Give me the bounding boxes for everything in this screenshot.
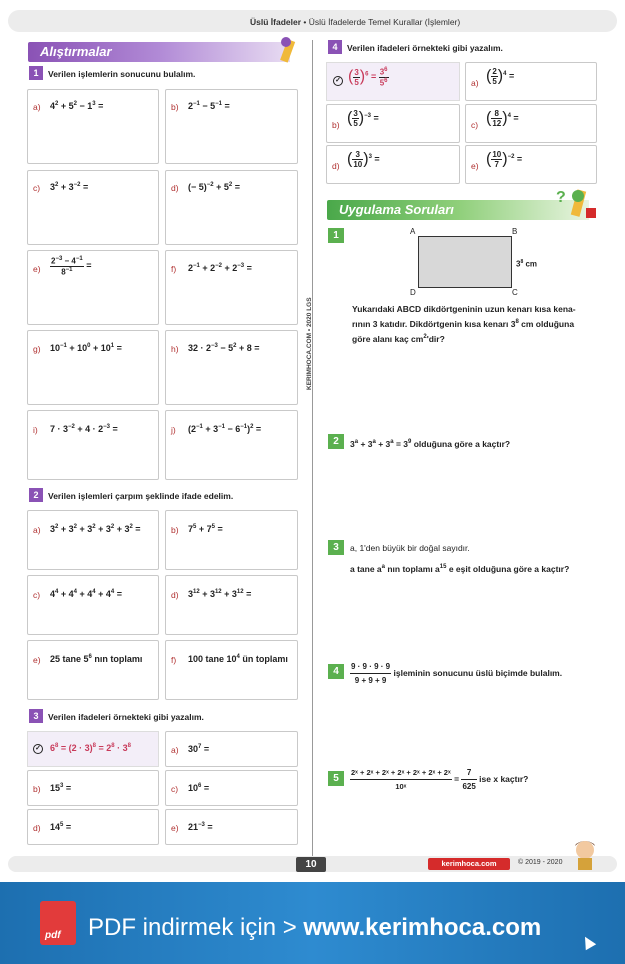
p4-number: 4 <box>328 664 344 679</box>
q4-example-expr: ( $\frac{3}{5}$ )$^6$ = $\frac{3^6}{5^6}$ <box>348 67 388 88</box>
q4d-label: d) <box>332 161 340 171</box>
q1e-label: e) <box>33 264 41 274</box>
corner-a: A <box>410 227 416 236</box>
exercises-banner: Alıştırmalar <box>28 42 290 62</box>
p1-text: Yukarıdaki ABCD dikdörtgeninin uzun kenarı kısa kena- rının 3 katıdır. Dikdörtgenin kısa kenarı $3^8$ cm olduğuna göre alanı kaç $cm^2'dir$? <box>352 304 576 344</box>
q2a-label: a) <box>33 525 41 535</box>
q3a-label: a) <box>171 745 179 755</box>
q2d-box <box>165 575 298 635</box>
q1b-label: b) <box>171 102 179 112</box>
q2d-label: d) <box>171 590 179 600</box>
q3d-expr: $14^5$ = <box>50 822 72 832</box>
column-divider <box>312 40 313 860</box>
check-icon: ✓ <box>33 744 43 754</box>
q3a-expr: $30^7$ = <box>188 744 210 754</box>
q3-example-expr: $6^8 = (2 \cdot 3)^8 = 2^8 \cdot 3^8$ <box>50 743 131 753</box>
q1b-expr: $2^{-1} - 5^{-1}$ = <box>188 101 230 111</box>
svg-text:?: ? <box>556 189 566 206</box>
mascot-question-icon <box>556 186 598 222</box>
q4b-label: b) <box>332 120 340 130</box>
teacher-mascot-icon <box>570 838 600 872</box>
q1e-box <box>27 250 159 325</box>
q1a-label: a) <box>33 102 41 112</box>
q3c-box <box>165 770 298 806</box>
q3b-label: b) <box>33 784 41 794</box>
q2-title: Verilen işlemleri çarpım şeklinde ifade edelim. <box>48 491 234 501</box>
q1c-expr: $3^2 + 3^{-2}$ = <box>50 182 89 192</box>
p5-text: $\frac{\text{2ˣ + 2ˣ + 2ˣ + 2ˣ + 2ˣ + 2ˣ + 2ˣ}}{\text{10ˣ}}$ = $\frac{7}{625}$ ise x kaçtır? <box>351 768 529 791</box>
q3e-expr: $21^{-3}$ = <box>188 822 213 832</box>
q2f-label: f) <box>171 655 177 665</box>
q3b-expr: $15^3$ = <box>50 783 72 793</box>
q4a-box <box>465 62 597 101</box>
q1d-expr: (− $5)^{-2} + 5^2$ = <box>188 182 240 192</box>
q3e-box <box>165 809 298 845</box>
q2e-expr: 25 tane $5^6$ nın toplamı <box>50 654 143 664</box>
q2b-box <box>165 510 298 570</box>
q4a-expr: ( $\frac{2}{5}$ )$^4$ = <box>486 67 515 86</box>
download-text[interactable]: PDF indirmek için > www.kerimhoca.com <box>88 914 542 941</box>
q4a-label: a) <box>471 78 479 88</box>
q1g-expr: $10^{-1} + 10^0 + 10^1$ = <box>50 343 122 353</box>
q4-number: 4 <box>328 40 342 54</box>
q3c-label: c) <box>171 784 179 794</box>
copyright: © 2019 - 2020 <box>518 859 563 866</box>
q2e-label: e) <box>33 655 41 665</box>
q2c-expr: $4^4 + 4^4 + 4^4 + 4^4$ = <box>50 589 122 599</box>
check-icon: ✓ <box>333 76 343 86</box>
q4c-box <box>465 104 597 143</box>
corner-d: D <box>410 288 416 297</box>
q4d-expr: ( $\frac{3}{10}$ )$^3$ = <box>347 150 380 169</box>
p4-text: $\frac{9 \cdot 9 \cdot 9 \cdot 9}{9 + 9 + 9}$ işleminin sonucunu üslü biçimde bulalım. <box>351 662 563 685</box>
q2b-label: b) <box>171 525 179 535</box>
q2f-box <box>165 640 298 700</box>
corner-b: B <box>512 227 518 236</box>
q1-title: Verilen işlemlerin sonucunu bulalım. <box>48 69 196 79</box>
q4e-box <box>465 145 597 184</box>
p3-text: a, 1'den büyük bir doğal sayıdır. a tane $a^a$ nın toplamı $a^{15}$ e eşit olduğuna göre a kaçtır? <box>350 543 570 574</box>
q4e-label: e) <box>471 161 479 171</box>
q2-number: 2 <box>29 488 43 502</box>
q1h-label: h) <box>171 344 179 354</box>
q1c-box <box>27 170 159 245</box>
q4-title: Verilen ifadeleri örnekteki gibi yazalım. <box>347 43 503 53</box>
q1i-expr: $7 \cdot 3^{-2} + 4 \cdot 2^{-3}$ = <box>50 424 118 434</box>
q1g-box <box>27 330 159 405</box>
corner-c: C <box>512 288 518 297</box>
q3e-label: e) <box>171 823 179 833</box>
q1f-box <box>165 250 298 325</box>
q4e-expr: ( $\frac{10}{7}$ )$^{-2}$ = <box>486 150 523 169</box>
q3a-box <box>165 731 298 767</box>
q1-number: 1 <box>29 66 43 80</box>
q1h-expr: $32 \cdot 2^{-3} - 5^2 + 8$ = <box>188 343 260 353</box>
q1h-box <box>165 330 298 405</box>
q1c-label: c) <box>33 183 41 193</box>
q4c-label: c) <box>471 120 479 130</box>
q2b-expr: $7^5 + 7^5$ = <box>188 524 223 534</box>
side-watermark: KERIMHOCA.COM • 2020 LGS <box>306 297 313 390</box>
q2f-expr: 100 tane $10^4$ ün toplamı <box>188 654 288 664</box>
brand-badge[interactable]: kerimhoca.com <box>428 858 510 870</box>
q3d-box <box>27 809 159 845</box>
q1j-box <box>165 410 298 480</box>
q2a-expr: $3^2 + 3^2 + 3^2 + 3^2 + 3^2$ = <box>50 524 141 534</box>
p2-text: $3^a + 3^a + 3^a = 3^9$ olduğuna göre a kaçtır? <box>350 438 511 449</box>
q3-number: 3 <box>29 709 43 723</box>
pdf-file-icon: pdf <box>40 901 76 945</box>
q2d-expr: $3^{12} + 3^{12} + 3^{12}$ = <box>188 589 252 599</box>
q1i-box <box>27 410 159 480</box>
q1b-box <box>165 89 298 164</box>
p5-number: 5 <box>328 771 344 786</box>
page-number: 10 <box>296 857 326 872</box>
q1a-expr: $4^2 + 5^2 - 1^3$ = <box>50 101 104 111</box>
q2e-box <box>27 640 159 700</box>
applications-banner: Uygulama Soruları <box>327 200 589 220</box>
pencil-mascot-icon <box>276 34 298 66</box>
q3-title: Verilen ifadeleri örnekteki gibi yazalım. <box>48 712 204 722</box>
q1f-expr: $2^{-1} + 2^{-2} + 2^{-3}$ = <box>188 263 252 273</box>
rectangle-abcd <box>418 236 512 288</box>
q2c-label: c) <box>33 590 41 600</box>
q1d-label: d) <box>171 183 179 193</box>
q2c-box <box>27 575 159 635</box>
q3d-label: d) <box>33 823 41 833</box>
side-length-label: $3^8$ cm <box>516 259 538 269</box>
q1g-label: g) <box>33 344 41 354</box>
q4c-expr: ( $\frac{8}{12}$ )$^4$ = <box>486 109 519 128</box>
q2a-box <box>27 510 159 570</box>
header-title: Üslü İfadeler • Üslü İfadelerde Temel Kurallar (İşlemler) <box>250 17 461 27</box>
q4-example-box <box>326 62 460 101</box>
q1e-expr: $\frac{2^{-3} - 4^{-1}}{8^{-1}}$ = <box>51 256 92 277</box>
p1-number: 1 <box>328 228 344 243</box>
q3b-box <box>27 770 159 806</box>
p3-number: 3 <box>328 540 344 555</box>
q1f-label: f) <box>171 264 177 274</box>
q1j-expr: $(2^{-1} + 3^{-1} - 6^{-1})^2$ = <box>188 424 262 434</box>
q3c-expr: $10^6$ = <box>188 783 210 793</box>
p2-number: 2 <box>328 434 344 449</box>
q4b-expr: ( $\frac{3}{5}$ )$^{-3}$ = <box>347 109 379 128</box>
q1i-label: i) <box>33 425 38 435</box>
q1j-label: j) <box>171 425 176 435</box>
